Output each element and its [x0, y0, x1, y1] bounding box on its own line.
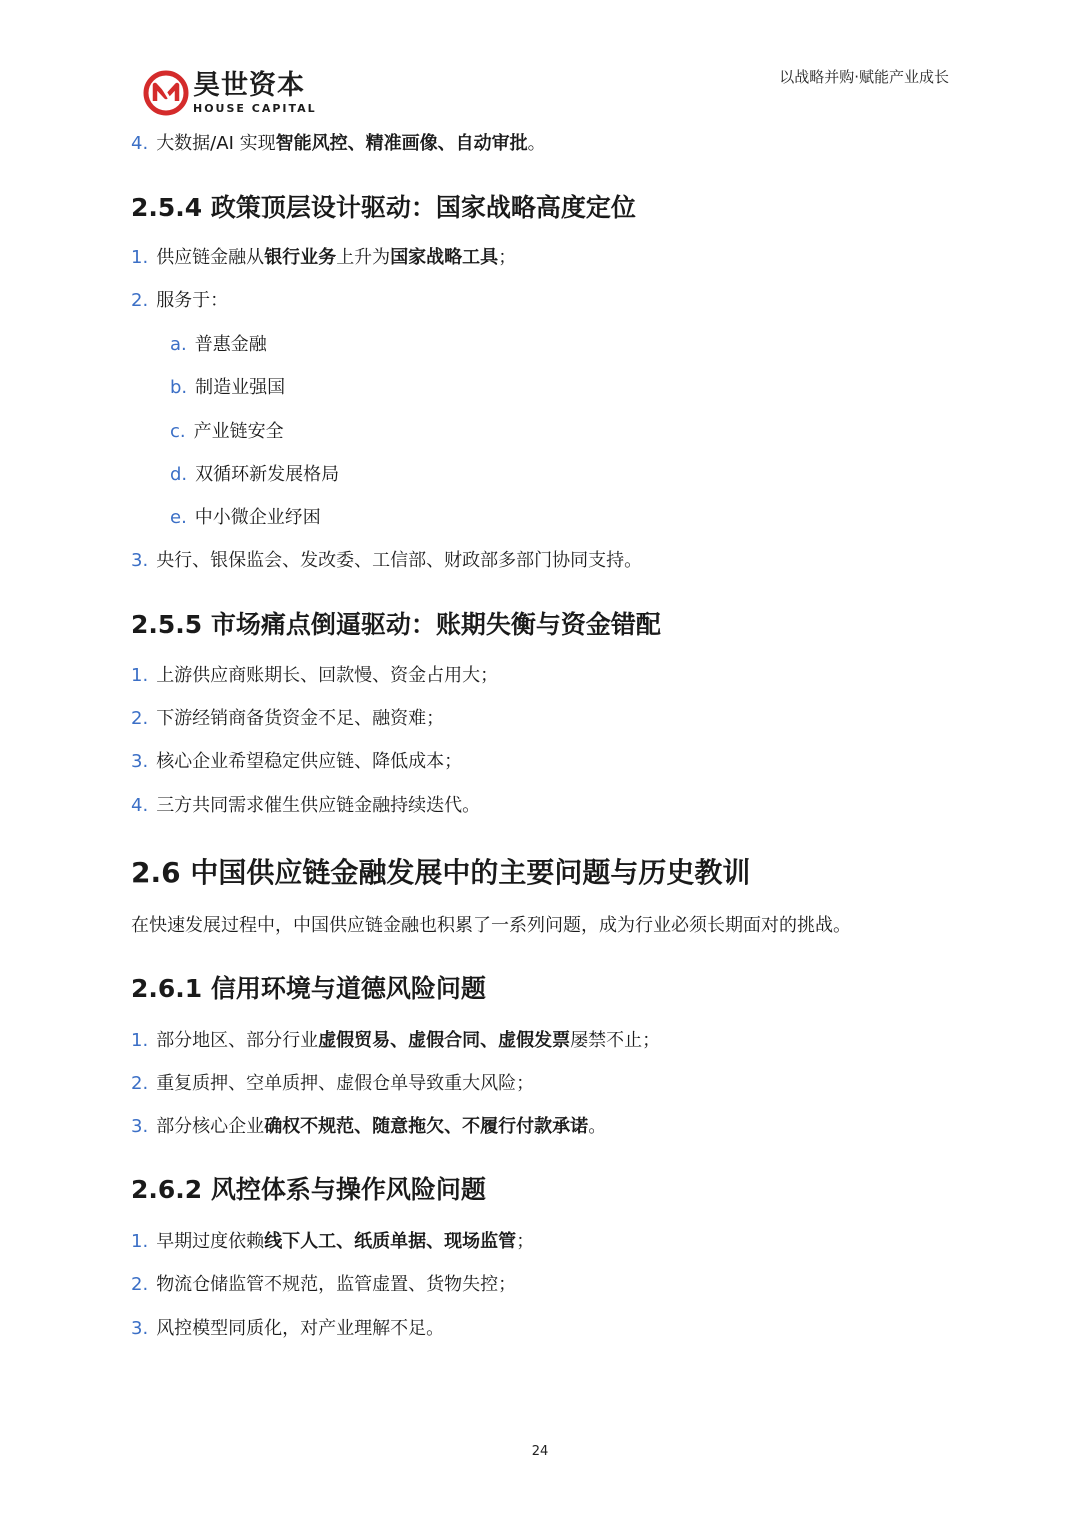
- list-item: [131, 289, 228, 313]
- item-text: ；: [498, 247, 517, 268]
- section-heading-2-5-4: 2.5.4 政策顶层设计驱动：国家战略高度定位: [131, 193, 636, 222]
- list-number: 3.: [131, 550, 149, 571]
- company-logo: [143, 70, 317, 116]
- list-number: 2.: [131, 1073, 149, 1094]
- item-text: 制造业强国: [195, 377, 286, 398]
- item-text: 重复质押、空单质押、虚假仓单导致重大风险；: [156, 1073, 535, 1094]
- item-text: 服务于：: [156, 290, 229, 311]
- item-bold-text: 虚假贸易、虚假合同、虚假发票: [318, 1030, 571, 1051]
- section-heading-2-6-2: 2.6.2 风控体系与操作风险问题: [131, 1175, 486, 1204]
- item-text: 上游供应商账期长、回款慢、资金占用大；: [156, 665, 499, 686]
- item-text: 上升为: [336, 247, 391, 268]
- list-item: [131, 1273, 516, 1297]
- item-text: 下游经销商备货资金不足、融资难；: [156, 708, 445, 729]
- list-item: [131, 664, 498, 688]
- list-letter: b.: [170, 377, 188, 398]
- item-bold-text: 智能风控、精准画像、自动审批: [275, 133, 528, 154]
- item-bold-text: 线下人工、纸质单据、现场监管: [264, 1231, 517, 1252]
- list-item: [131, 707, 444, 731]
- item-text: 屡禁不止；: [570, 1030, 661, 1051]
- item-text: 供应链金融从: [156, 247, 265, 268]
- page-number: 24: [531, 1444, 549, 1459]
- list-number: 3.: [131, 751, 149, 772]
- list-item: [131, 794, 480, 818]
- sub-list-item: [170, 506, 321, 530]
- list-item: [131, 549, 642, 573]
- item-text: 大数据/AI 实现: [156, 133, 276, 154]
- logo-mark-icon: [143, 70, 189, 116]
- list-number: 1.: [131, 1231, 149, 1252]
- sub-list-item: [170, 333, 267, 357]
- item-text: 产业链安全: [193, 421, 284, 442]
- list-letter: a.: [170, 334, 187, 355]
- item-text: 风控模型同质化，对产业理解不足。: [156, 1318, 445, 1339]
- list-item: [131, 132, 546, 156]
- list-number: 2.: [131, 290, 149, 311]
- list-item: [131, 1029, 660, 1053]
- list-item: [131, 1317, 444, 1341]
- item-text: 核心企业希望稳定供应链、降低成本；: [156, 751, 463, 772]
- list-item: [131, 750, 462, 774]
- item-text: 。: [527, 133, 546, 154]
- section-heading-2-5-5: 2.5.5 市场痛点倒逼驱动：账期失衡与资金错配: [131, 610, 661, 639]
- header-slogan: 以战略并购·赋能产业成长: [779, 68, 949, 86]
- item-text: 普惠金融: [194, 334, 267, 355]
- item-text: 早期过度依赖: [156, 1231, 265, 1252]
- list-number: 4.: [131, 795, 149, 816]
- logo-chinese-name: 昊世资本: [193, 69, 305, 101]
- logo-english-name: HOUSE CAPITAL: [193, 101, 317, 115]
- sub-list-item: [170, 463, 339, 487]
- item-text: 央行、银保监会、发改委、工信部、财政部多部门协同支持。: [156, 550, 643, 571]
- list-number: 2.: [131, 708, 149, 729]
- list-number: 3.: [131, 1318, 149, 1339]
- item-text: 部分核心企业: [156, 1116, 265, 1137]
- list-item: [131, 246, 516, 270]
- list-letter: e.: [170, 507, 187, 528]
- sub-list-item: [170, 420, 284, 444]
- list-number: 3.: [131, 1116, 149, 1137]
- item-bold-text: 确权不规范、随意拖欠、不履行付款承诺: [264, 1116, 589, 1137]
- item-text: 部分地区、部分行业: [156, 1030, 319, 1051]
- item-text: ；: [516, 1231, 535, 1252]
- list-number: 1.: [131, 247, 149, 268]
- item-text: 三方共同需求催生供应链金融持续迭代。: [156, 795, 481, 816]
- list-item: [131, 1115, 606, 1139]
- list-number: 2.: [131, 1274, 149, 1295]
- section-heading-2-6-1: 2.6.1 信用环境与道德风险问题: [131, 974, 486, 1003]
- item-text: 双循环新发展格局: [195, 464, 340, 485]
- item-bold-text: 银行业务: [264, 247, 337, 268]
- page-header: [0, 0, 1080, 125]
- list-number: 1.: [131, 1030, 149, 1051]
- sub-list-item: [170, 376, 285, 400]
- list-number: 1.: [131, 665, 149, 686]
- list-item: [131, 1072, 534, 1096]
- section-heading-2-6: 2.6 中国供应链金融发展中的主要问题与历史教训: [131, 856, 751, 889]
- item-bold-text: 国家战略工具: [390, 247, 499, 268]
- list-letter: d.: [170, 464, 188, 485]
- list-letter: c.: [170, 421, 186, 442]
- item-text: 物流仓储监管不规范，监管虚置、货物失控；: [156, 1274, 517, 1295]
- list-number: 4.: [131, 133, 149, 154]
- list-item: [131, 1230, 534, 1254]
- section-intro: 在快速发展过程中，中国供应链金融也积累了一系列问题，成为行业必须长期面对的挑战。: [131, 915, 851, 936]
- item-text: 。: [588, 1116, 607, 1137]
- item-text: 中小微企业纾困: [194, 507, 321, 528]
